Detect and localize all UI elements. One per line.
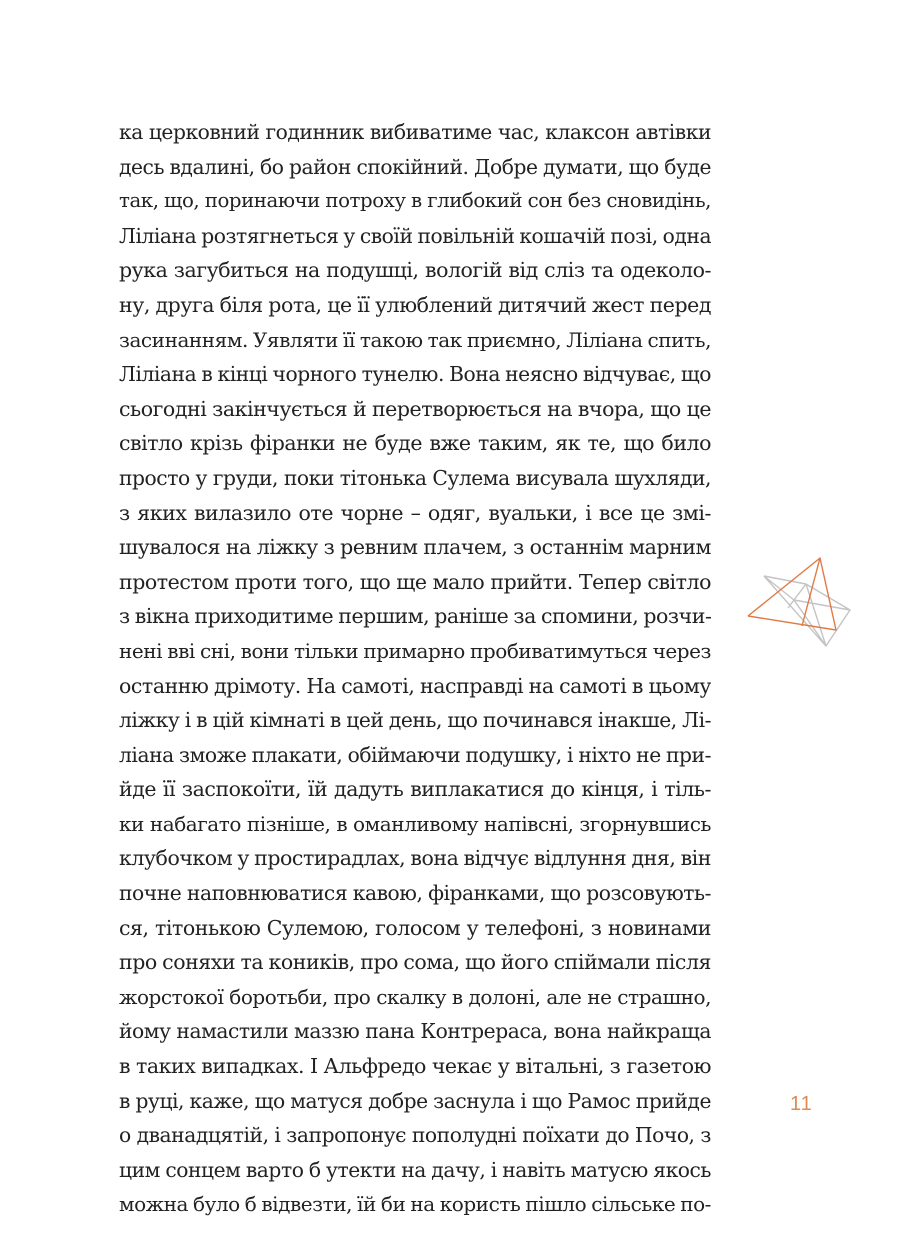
text-line: цим сонцем варто б утекти на дачу, і навіть матусю якось (119, 1157, 711, 1182)
text-line: про соняхи та коників, про сома, що його спіймали після (119, 950, 711, 975)
text-line: сьогодні закінчується й перетворюється на вчора, що це (119, 396, 711, 421)
text-line: можна було б відвезти, їй би на користь пішло сільське по- (119, 1192, 711, 1217)
text-line: десь вдалині, бо район спокійний. Добре думати, що буде (119, 154, 711, 179)
text-line: світло крізь фіранки не буде вже таким, як те, що било (119, 431, 711, 456)
text-line: засинанням. Уявляти її такою так приємно, Ліліана спить, (119, 327, 711, 352)
text-line: нені вві сні, вони тільки примарно пробиватимуться через (119, 638, 711, 663)
text-line: ну, друга біля рота, це її улюблений дитячий жест перед (119, 292, 711, 317)
text-line: ки набагато пізніше, в оманливому напівсні, згорнувшись (119, 811, 711, 836)
geometric-triangles-ornament-icon (744, 556, 856, 656)
text-line: йому намастили маззю пана Контрераса, вона найкраща (119, 1019, 711, 1044)
text-line: йде її заспокоїти, їй дадуть виплакатися до кінця, і тіль- (119, 777, 711, 802)
text-line: ся, тітонькою Сулемою, голосом у телефоні, з новинами (119, 915, 711, 940)
text-line: в руці, каже, що матуся добре заснула і що Рамос прийде (119, 1088, 711, 1113)
body-text (119, 115, 711, 1222)
text-line: в таких випадках. І Альфредо чекає у вітальні, з газетою (119, 1054, 711, 1079)
text-line: з яких вилазило оте чорне – одяг, вуальки, і все це змі- (119, 500, 711, 525)
text-line: з вікна приходитиме першим, раніше за спомини, розчи- (119, 604, 711, 629)
text-line: клубочком у простирадлах, вона відчує відлуння дня, він (119, 846, 711, 871)
text-line: протестом проти того, що ще мало прийти. Тепер світло (119, 569, 711, 594)
text-line: рука загубиться на подушці, вологій від сліз та одеколо- (119, 258, 711, 283)
text-line: ліжку і в цій кімнаті в цей день, що починався інакше, Лі- (119, 708, 711, 733)
text-line: ліана зможе плакати, обіймаючи подушку, і ніхто не при- (119, 742, 711, 767)
page-number: 11 (790, 1093, 813, 1115)
text-line: Ліліана в кінці чорного тунелю. Вона неясно відчуває, що (119, 362, 711, 387)
text-line: ка церковний годинник вибиватиме час, клаксон автівки (119, 120, 711, 144)
text-line: просто у груди, поки тітонька Сулема висувала шухляди, (119, 465, 711, 490)
text-line: так, що, поринаючи потроху в глибокий сон без сновидінь, (119, 189, 711, 213)
text-line: о дванадцятій, і запропонує пополудні поїхати до Почо, з (119, 1123, 711, 1148)
text-line: почне наповнюватися кавою, фіранками, що розсовують- (119, 881, 711, 906)
text-line: Ліліана розтягнеться у своїй повільній кошачій позі, одна (119, 223, 711, 248)
text-line: жорстокої боротьби, про скалку в долоні, але не страшно, (119, 984, 711, 1009)
text-line: останню дрімоту. На самоті, насправді на самоті в цьому (119, 673, 711, 698)
text-line: шувалося на ліжку з ревним плачем, з останнім марним (119, 535, 711, 560)
